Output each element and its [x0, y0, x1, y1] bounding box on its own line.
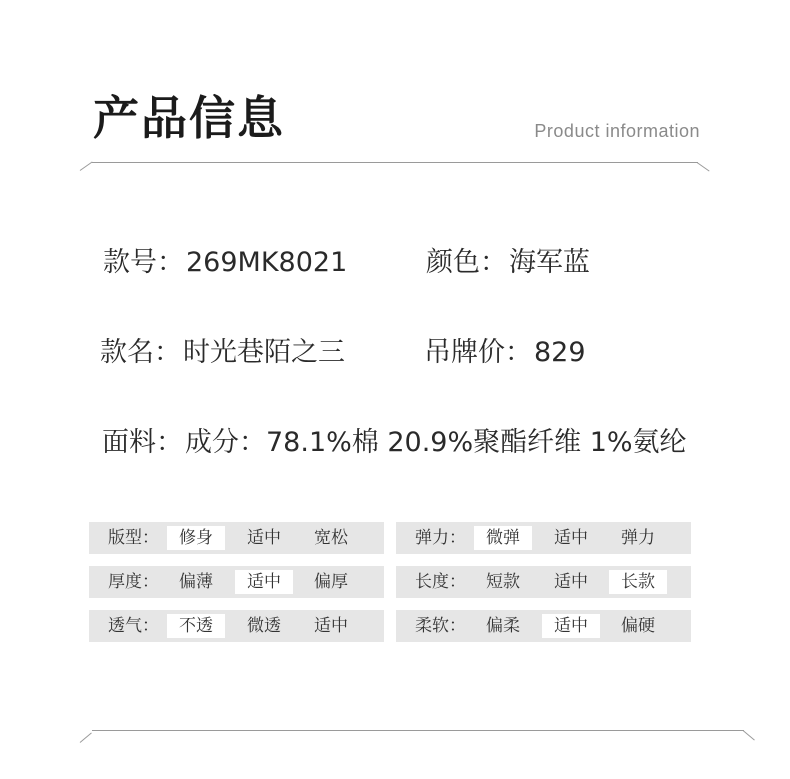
attribute-label: 版型： [108, 528, 159, 548]
fabric-value: 成分：78.1%棉 20.9%聚酯纤维 1%氨纶 [185, 427, 687, 458]
bottom-divider [92, 730, 744, 731]
color-label: 颜色： [426, 247, 507, 278]
color-value: 海军蓝 [509, 247, 590, 278]
bottom-divider-right-slant [743, 730, 755, 740]
attribute-row [89, 522, 384, 554]
top-divider [92, 162, 698, 163]
attribute-option-selected: 不透 [167, 614, 225, 638]
attribute-option: 适中 [554, 572, 588, 592]
attribute-label: 弹力： [415, 528, 466, 548]
style-number-value: 269MK8021 [186, 247, 348, 278]
color [426, 240, 590, 279]
attribute-label: 长度： [415, 572, 466, 592]
tag-price-value: 829 [534, 337, 586, 368]
attribute-option: 弹力 [621, 528, 655, 548]
attribute-row [89, 566, 384, 598]
style-number-label: 款号： [103, 247, 184, 278]
attribute-option: 偏柔 [486, 616, 520, 636]
page-subtitle: Product information [534, 121, 700, 141]
fabric [102, 420, 687, 459]
attribute-option-selected: 长款 [609, 570, 667, 594]
style-number [103, 240, 347, 279]
style-name-label: 款名： [100, 337, 181, 368]
attribute-option: 偏厚 [314, 572, 348, 592]
attribute-option: 短款 [486, 572, 520, 592]
attribute-option: 适中 [554, 528, 588, 548]
style-name-value: 时光巷陌之三 [183, 337, 345, 368]
top-divider-left-slant [80, 161, 93, 170]
attribute-option: 偏硬 [621, 616, 655, 636]
attribute-row [396, 522, 691, 554]
attribute-row [396, 610, 691, 642]
attribute-label: 厚度： [108, 572, 159, 592]
attribute-row [396, 566, 691, 598]
attribute-label: 柔软： [415, 616, 466, 636]
attribute-option-selected: 适中 [235, 570, 293, 594]
attribute-option-selected: 微弹 [474, 526, 532, 550]
attribute-option: 适中 [247, 528, 281, 548]
top-divider-right-slant [697, 162, 710, 171]
style-name [100, 330, 345, 369]
attribute-option: 适中 [314, 616, 348, 636]
attribute-option: 偏薄 [179, 572, 213, 592]
attribute-row [89, 610, 384, 642]
attribute-option-selected: 修身 [167, 526, 225, 550]
tag-price-label: 吊牌价： [424, 337, 532, 368]
attribute-option: 宽松 [314, 528, 348, 548]
bottom-divider-left-slant [80, 732, 92, 742]
attribute-option-selected: 适中 [542, 614, 600, 638]
page-title: 产品信息 [93, 91, 285, 145]
fabric-label: 面料： [102, 427, 183, 458]
attribute-option: 微透 [247, 616, 281, 636]
tag-price [424, 330, 586, 369]
attribute-label: 透气： [108, 616, 159, 636]
